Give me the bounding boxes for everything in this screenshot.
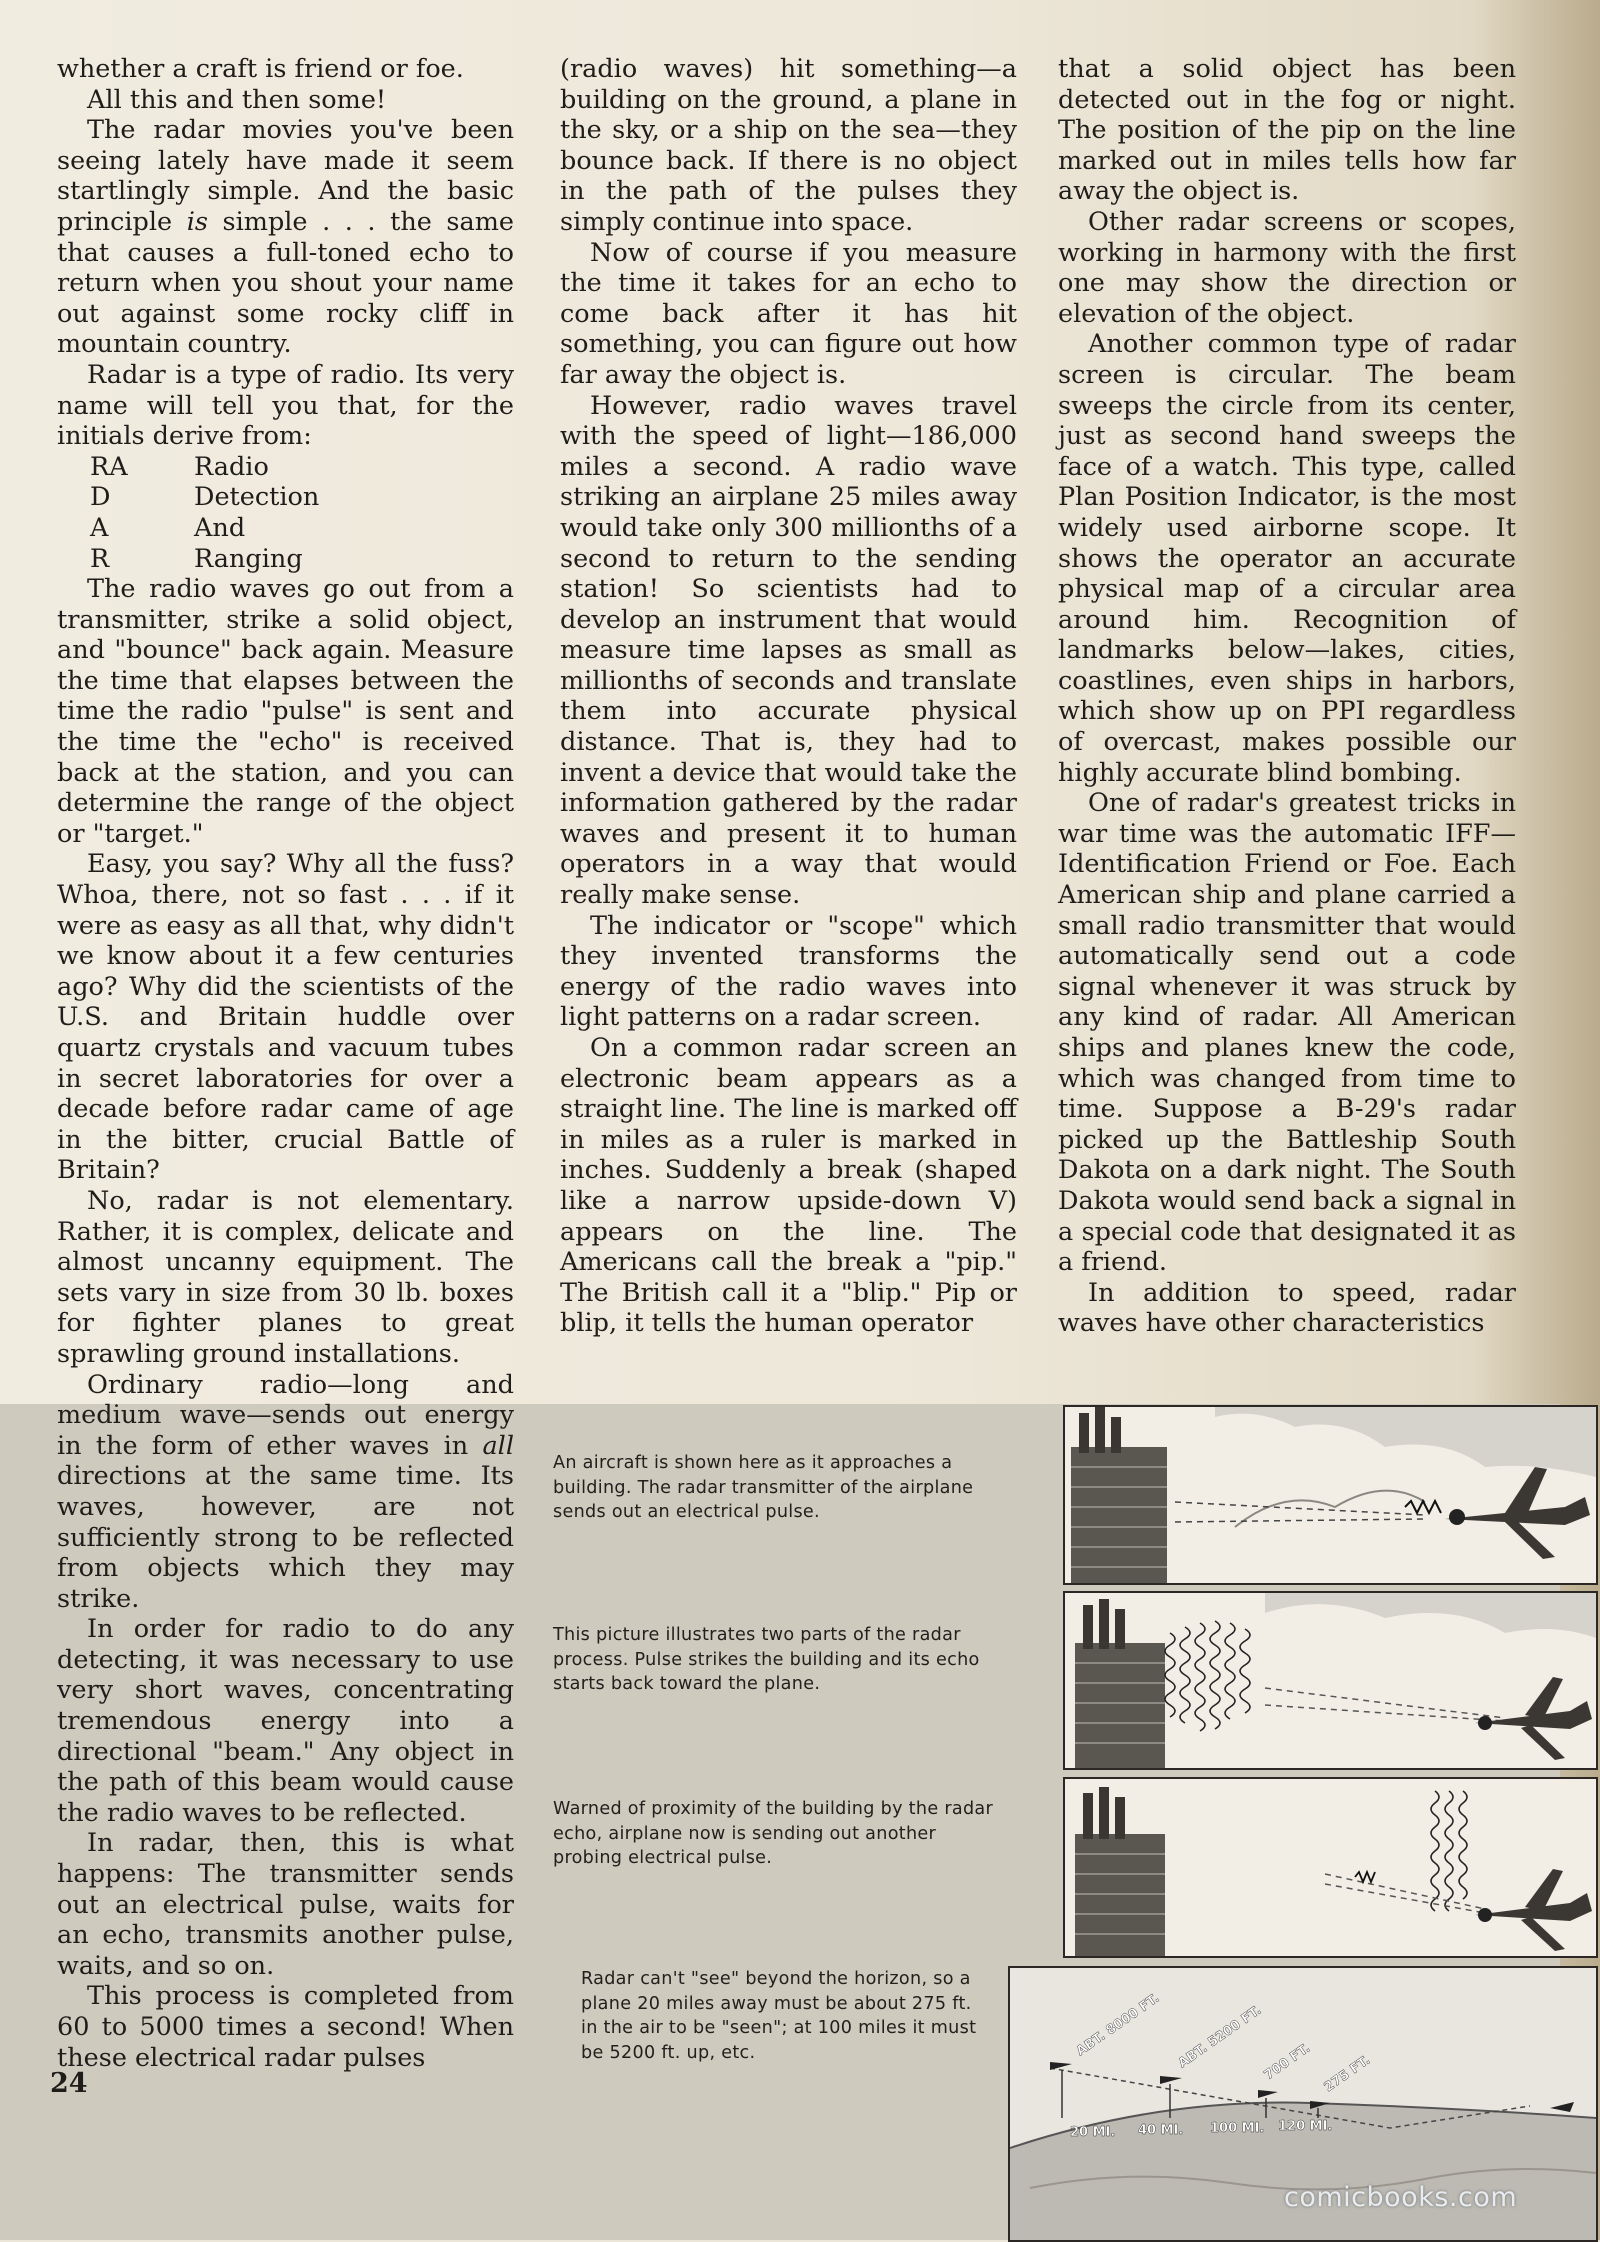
illustration-panel-second-pulse (1063, 1777, 1598, 1958)
paragraph: No, radar is not elementary. Rather, it is complex, delicate and almost uncanny equipment. The sets vary in size from 30 lb. boxes for fighter planes to great sprawling ground installations. (57, 1185, 514, 1369)
paragraph: The radio waves go out from a transmitter, strike a solid object, and "bounce" back again. Measure the time that elapses between the time the radio "pulse" is sent and the time the "echo" is received back at the station, and you can determine the range of the object or "target." (57, 574, 514, 849)
acronym-word: Ranging (194, 543, 303, 574)
cloud-shape (1215, 1407, 1596, 1477)
caption-4: Radar can't "see" beyond the horizon, so a plane 20 miles away must be about 275 ft. in the air to be "seen"; at 100 miles it must be 5200 ft. up, etc. (581, 1969, 977, 2063)
echo-waves (1165, 1621, 1250, 1731)
distance-label: 20 MI. (1070, 2125, 1116, 2140)
article-column-1 (57, 54, 514, 2073)
page-number: 24 (50, 2068, 88, 2099)
caption-3: Warned of proximity of the building by the radar echo, airplane now is sending out another probing electrical pulse. (553, 1799, 994, 1868)
altitude-label: 700 FT. (1261, 2040, 1314, 2084)
acronym-letter: A (90, 512, 109, 543)
returning-echo-waves (1431, 1791, 1467, 1911)
paragraph: In radar, then, this is what happens: The transmitter sends out an electrical pulse, waits for an echo, transmits another pulse, waits, and so on. (57, 1828, 514, 1981)
paragraph: The indicator or "scope" which they invented transforms the energy of the radio waves into light patterns on a radar screen. (560, 910, 1017, 1033)
paragraph: that a solid object has been detected out in the fog or night. The position of the pip on the line marked out in miles tells how far away the object is. (1058, 54, 1516, 207)
article-column-3 (1058, 54, 1516, 1339)
caption-2: This picture illustrates two parts of the radar process. Pulse strikes the building and its echo starts back toward the plane. (553, 1625, 980, 1694)
acronym-row (90, 452, 514, 483)
paragraph: In addition to speed, radar waves have other characteristics (1058, 1277, 1516, 1339)
article-column-2 (560, 54, 1017, 1339)
building-shape (1075, 1599, 1165, 1768)
text-run: Ordinary radio—long and medium wave—sends out energy in the form of ether waves in (57, 1369, 514, 1461)
paragraph: Other radar screens or scopes, working in harmony with the first one may show the direction or elevation of the object. (1058, 206, 1516, 329)
airplane-shape (1475, 1677, 1592, 1760)
acronym-row (90, 513, 514, 544)
acronym-row (90, 544, 514, 575)
altitude-label: 275 FT. (1321, 2052, 1374, 2096)
paragraph: One of radar's greatest tricks in war time was the automatic IFF—Identification Friend or Foe. Each American ship and plane carried a small radio transmitter that would automatically send out a code signal whenever it was struck by any kind of radar. All American ships and planes knew the code, which was changed from time to time. Suppose a B-29's radar picked up the Battleship South Dakota on a dark night. The South Dakota would send back a signal in a special code that designated it as a friend. (1058, 788, 1516, 1278)
emphasis: is (186, 206, 208, 237)
illustration-panel-pulse-out (1063, 1405, 1598, 1585)
paragraph: Now of course if you measure the time it takes for an echo to come back after it has hit something, you can figure out how far away the object is. (560, 237, 1017, 390)
paragraph (57, 115, 514, 360)
distance-label: 100 MI. (1210, 2121, 1265, 2136)
airplane-shape (1475, 1869, 1592, 1951)
pulse-wave (1405, 1501, 1441, 1513)
emphasis: all (482, 1430, 514, 1461)
paragraph: However, radio waves travel with the speed of light—186,000 miles a second. A radio wave striking an airplane 25 miles away would take only 300 millionths of a second to return to the sending station! So scientists had to develop an instrument that would measure time lapses as small as millionths of seconds and translate them into accurate physical distance. That is, they had to invent a device that would take the information gathered by the radar waves and present it to human operators in a way that would really make sense. (560, 390, 1017, 911)
building-shape (1075, 1787, 1165, 1956)
acronym-row (90, 482, 514, 513)
paragraph: Another common type of radar screen is circular. The beam sweeps the circle from its center, just as second hand sweeps the face of a watch. This type, called Plan Position Indicator, is the most widely used airborne scope. It shows the operator an accurate physical map of a circular area around him. Recognition of landmarks below—lakes, cities, coastlines, even ships in harbors, which show up on PPI regardless of overcast, makes possible our highly accurate blind bombing. (1058, 329, 1516, 788)
paragraph (57, 1370, 514, 1615)
planes-at-altitude (1050, 2062, 1574, 2112)
paragraph: This process is completed from 60 to 5000 times a second! When these electrical radar pulses (57, 1981, 514, 2073)
paragraph: On a common radar screen an electronic beam appears as a straight line. The line is marked off in miles as a ruler is marked in inches. Suddenly a break (shaped like a narrow upside-down V) appears on the line. The Americans call the break a "pip." The British call it a "blip." Pip or blip, it tells the human operator (560, 1033, 1017, 1339)
beam-lines (1265, 1688, 1505, 1721)
distance-label: 120 MI. (1278, 2119, 1333, 2134)
radar-acronym-list (57, 452, 514, 574)
acronym-word: Detection (194, 482, 320, 513)
paragraph: In order for radio to do any detecting, it was necessary to use very short waves, concentrating tremendous energy into a directional "beam." Any object in the path of this beam would cause the radio waves to be reflected. (57, 1614, 514, 1828)
text-run: simple . . . the same that causes a full-toned echo to return when you shout your name out against some rocky cliff in mountain country. (57, 206, 514, 360)
building-shape (1071, 1407, 1167, 1583)
airplane-shape (1445, 1467, 1590, 1559)
second-pulse-drawing (1065, 1779, 1596, 1956)
echo-drawing (1065, 1593, 1596, 1768)
paragraph: (radio waves) hit something—a building on the ground, a plane in the sky, or a ship on the sea—they bounce back. If there is no object in the path of the pulses they simply continue into space. (560, 54, 1017, 237)
paragraph: Radar is a type of radio. Its very name will tell you that, for the initials derive from: (57, 359, 514, 452)
caption-1: An aircraft is shown here as it approaches a building. The radar transmitter of the airplane sends out an electrical pulse. (553, 1453, 974, 1522)
beam-lines (1325, 1874, 1485, 1913)
paragraph: whether a craft is friend or foe. (57, 54, 464, 84)
text-run: The radar movies you've been seeing lately have made it seem startlingly simple. And the basic principle (57, 115, 514, 237)
illustration-panel-echo (1063, 1591, 1598, 1770)
acronym-letter: D (90, 482, 111, 513)
beam-lines (1175, 1502, 1425, 1522)
acronym-word: Radio (194, 451, 269, 482)
altitude-label: ABT. 8000 FT. (1073, 1990, 1163, 2060)
cloud-shape (1265, 1593, 1596, 1638)
site-watermark: comicbooks.com (1284, 2182, 1518, 2213)
paragraph: All this and then some! (87, 84, 387, 115)
altitude-label: ABT. 5200 FT. (1175, 2002, 1265, 2072)
pulse-out-drawing (1065, 1407, 1596, 1583)
acronym-word: And (194, 512, 246, 543)
text-run: directions at the same time. Its waves, however, are not sufficiently strong to be reflected from objects which they may strike. (57, 1461, 514, 1614)
paragraph: Easy, you say? Why all the fuss? Whoa, there, not so fast . . . if it were as easy as all that, why didn't we know about it a few centuries ago? Why did the scientists of the U.S. and Britain huddle over quartz crystals and vacuum tubes in secret laboratories for over a decade before radar came of age in the bitter, crucial Battle of Britain? (57, 849, 514, 1186)
acronym-letter: RA (90, 451, 128, 482)
distance-label: 40 MI. (1138, 2123, 1184, 2138)
acronym-letter: R (90, 543, 110, 574)
